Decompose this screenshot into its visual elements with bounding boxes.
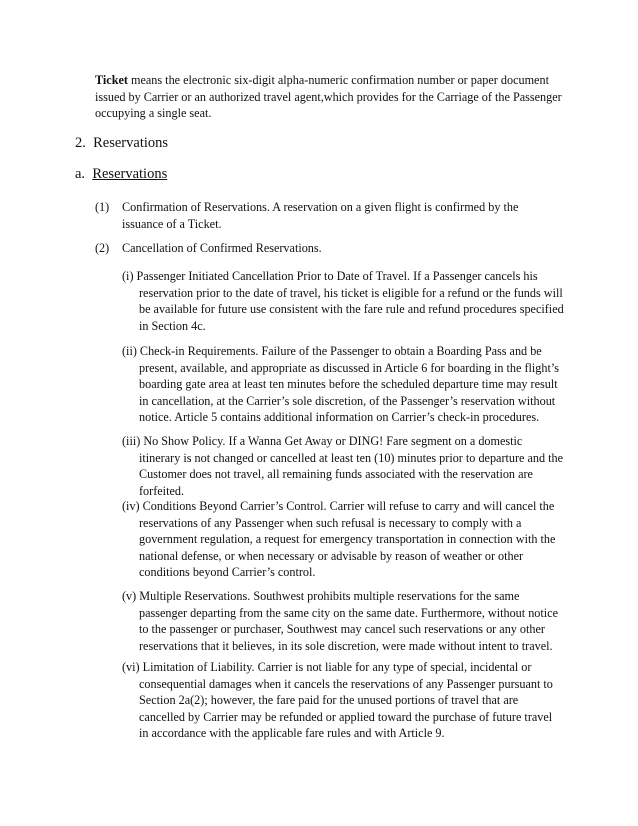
list-item-2-number: (2) xyxy=(95,241,110,255)
subitem-line: conditions beyond Carrier’s control. xyxy=(139,565,316,579)
subitem-line: present, available, and appropriate as discussed in Article 6 for boarding in the flight’s xyxy=(139,360,560,375)
subitem-line: reservation prior to the date of travel, his ticket is eligible for a refund or the funds will xyxy=(139,285,563,300)
subitem-v xyxy=(122,588,558,654)
definition-line: issued by Carrier or an authorized travel agent,which provides for the Carriage of the Passenger xyxy=(95,89,562,104)
definition-term: Ticket xyxy=(95,73,128,87)
section-title: Reservations xyxy=(93,135,169,151)
list-item-1-number: (1) xyxy=(95,200,110,214)
subitem-ii xyxy=(122,343,559,426)
subsection-title: Reservations xyxy=(92,166,168,182)
subitem-line: (i) Passenger Initiated Cancellation Prior to Date of Travel. If a Passenger cancels his xyxy=(122,269,538,283)
subitem-line: government regulation, a request for emergency transportation in connection with the xyxy=(139,532,556,546)
subitem-line: (vi) Limitation of Liability. Carrier is not liable for any type of special, incidental or xyxy=(122,660,532,674)
list-item-2 xyxy=(122,240,322,257)
subitem-vi xyxy=(122,659,553,742)
section-number: 2. xyxy=(75,135,86,151)
subitem-line: Customer does not travel, all remaining funds associated with the reservation are xyxy=(139,467,533,481)
subitem-line: (ii) Check-in Requirements. Failure of the Passenger to obtain a Boarding Pass and be xyxy=(122,344,542,358)
subsection-heading xyxy=(75,165,167,183)
subitem-line: Section 2a(2); however, the fare paid for the unused portions of travel that are xyxy=(139,693,519,707)
subitem-line: forfeited. xyxy=(139,483,185,498)
definition-line: occupying a single seat. xyxy=(95,106,212,120)
subitem-line: national defense, or when necessary or advisable by reason of weather or other xyxy=(139,548,524,563)
definition-line: means the electronic six-digit alpha-numeric confirmation number or paper document xyxy=(127,73,549,87)
subitem-line: (iv) Conditions Beyond Carrier’s Control. Carrier will refuse to carry and will cancel the xyxy=(122,499,555,513)
subitem-line: boarding gate area at least ten minutes before the scheduled departure time may result xyxy=(139,377,558,391)
subitem-line: in cancellation, at the Carrier’s sole discretion, of the Passenger’s reservation without xyxy=(139,393,556,408)
subitem-line: cancelled by Carrier may be refunded or applied toward the purchase of future travel xyxy=(139,709,553,724)
subitem-line: itinerary is not changed or cancelled at least ten (10) minutes prior to departure and the xyxy=(139,450,564,465)
subitem-line: in accordance with the applicable fare rules and with Article 9. xyxy=(139,726,445,740)
subitem-line: (iii) No Show Policy. If a Wanna Get Away or DING! Fare segment on a domestic xyxy=(122,434,523,448)
ticket-definition xyxy=(95,72,562,122)
subitem-line: to the passenger or purchaser, Southwest may cancel such reservations or any other xyxy=(139,622,545,636)
subitem-line: be available for future use consistent with the fare rule and refund procedures specified xyxy=(139,302,564,316)
subitem-line: reservations that it believes, in its sole discretion, were made without intent to travel. xyxy=(139,638,553,653)
subitem-line: consequential damages when it cancels the reservations of any Passenger pursuant to xyxy=(139,676,553,691)
subitem-line: notice. Article 5 contains additional information on Carrier’s check-in procedures. xyxy=(139,410,540,424)
subitem-i xyxy=(122,268,564,334)
list-item-line: issuance of a Ticket. xyxy=(122,216,222,231)
subitem-iii xyxy=(122,433,563,499)
subitem-line: reservations of any Passenger when such refusal is necessary to comply with a xyxy=(139,515,522,530)
section-heading xyxy=(75,134,168,152)
subitem-line: passenger departing from the same city on the same date. Furthermore, without notice xyxy=(139,605,558,620)
list-item-line: Cancellation of Confirmed Reservations. xyxy=(122,241,322,255)
subsection-letter: a. xyxy=(75,166,86,182)
subitem-line: in Section 4c. xyxy=(139,318,206,333)
list-item-line: Confirmation of Reservations. A reservation on a given flight is confirmed by the xyxy=(122,200,519,214)
subitem-iv xyxy=(122,498,555,581)
subitem-line: (v) Multiple Reservations. Southwest prohibits multiple reservations for the same xyxy=(122,589,520,603)
list-item-1 xyxy=(122,199,518,232)
